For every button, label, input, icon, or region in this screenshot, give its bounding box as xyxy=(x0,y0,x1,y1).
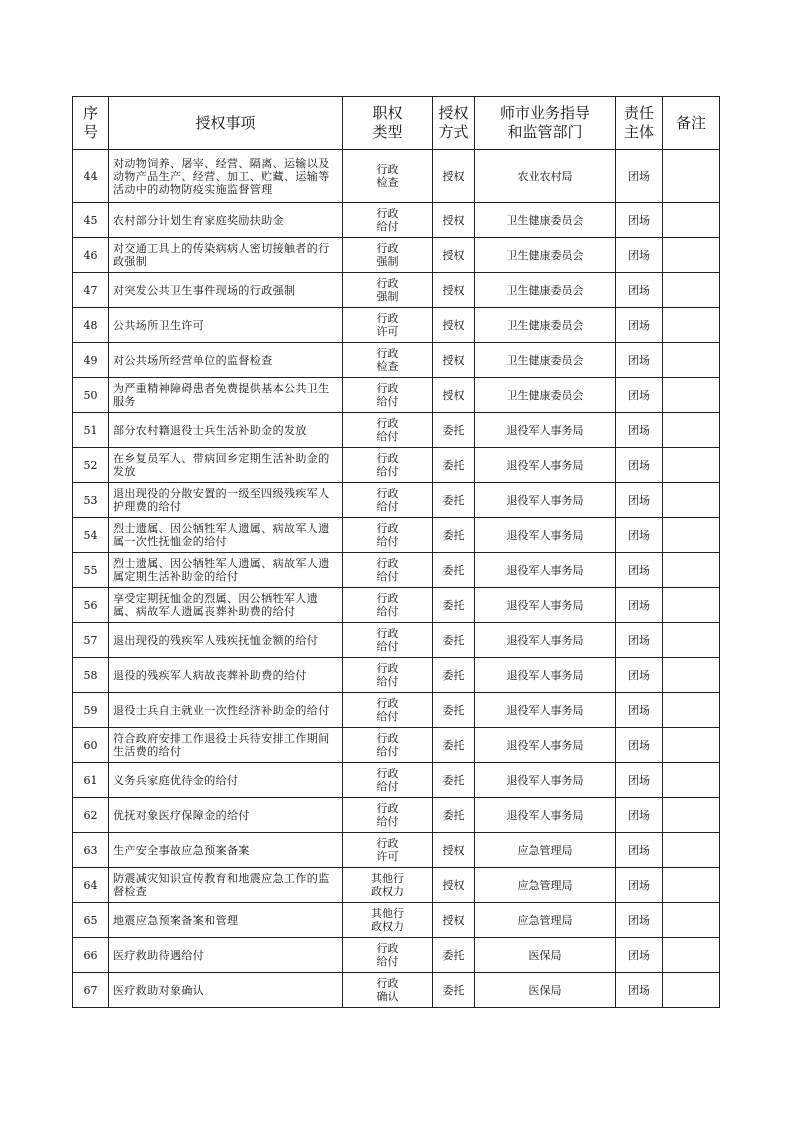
row-mode: 授权 xyxy=(433,203,475,238)
row-mode: 授权 xyxy=(433,273,475,308)
row-subject: 团场 xyxy=(616,763,663,798)
row-mode: 授权 xyxy=(433,150,475,203)
row-remark xyxy=(663,658,720,693)
table-row xyxy=(73,798,720,833)
row-type: 行政 给付 xyxy=(343,938,433,973)
row-remark xyxy=(663,308,720,343)
row-number: 64 xyxy=(73,868,109,903)
row-dept: 退役军人事务局 xyxy=(475,693,616,728)
row-type: 行政 给付 xyxy=(343,728,433,763)
header-type: 职权 类型 xyxy=(343,97,433,150)
row-subject: 团场 xyxy=(616,483,663,518)
table-row xyxy=(73,903,720,938)
row-item: 符合政府安排工作退役士兵待安排工作期间生活费的给付 xyxy=(109,728,343,763)
row-item: 退役士兵自主就业一次性经济补助金的给付 xyxy=(109,693,343,728)
row-remark xyxy=(663,203,720,238)
table-row xyxy=(73,623,720,658)
row-remark xyxy=(663,728,720,763)
row-mode: 委托 xyxy=(433,553,475,588)
table-row xyxy=(73,308,720,343)
row-subject: 团场 xyxy=(616,693,663,728)
row-subject: 团场 xyxy=(616,378,663,413)
row-remark xyxy=(663,273,720,308)
row-remark xyxy=(663,588,720,623)
row-item: 部分农村籍退役士兵生活补助金的发放 xyxy=(109,413,343,448)
row-dept: 退役军人事务局 xyxy=(475,763,616,798)
row-mode: 委托 xyxy=(433,973,475,1008)
table-row xyxy=(73,588,720,623)
row-remark xyxy=(663,378,720,413)
row-remark xyxy=(663,518,720,553)
row-dept: 卫生健康委员会 xyxy=(475,238,616,273)
row-number: 45 xyxy=(73,203,109,238)
row-type: 其他行 政权力 xyxy=(343,868,433,903)
row-mode: 授权 xyxy=(433,308,475,343)
row-item: 退役的残疾军人病故丧葬补助费的给付 xyxy=(109,658,343,693)
table-row xyxy=(73,413,720,448)
row-type: 行政 给付 xyxy=(343,378,433,413)
row-mode: 委托 xyxy=(433,728,475,763)
row-number: 65 xyxy=(73,903,109,938)
row-number: 57 xyxy=(73,623,109,658)
row-type: 行政 给付 xyxy=(343,658,433,693)
header-mode: 授权 方式 xyxy=(433,97,475,150)
row-remark xyxy=(663,973,720,1008)
row-dept: 应急管理局 xyxy=(475,903,616,938)
row-item: 医疗救助待遇给付 xyxy=(109,938,343,973)
row-dept: 退役军人事务局 xyxy=(475,623,616,658)
row-remark xyxy=(663,868,720,903)
row-type: 行政 给付 xyxy=(343,553,433,588)
table-row xyxy=(73,658,720,693)
row-subject: 团场 xyxy=(616,728,663,763)
row-dept: 退役军人事务局 xyxy=(475,413,616,448)
row-subject: 团场 xyxy=(616,938,663,973)
row-type: 行政 给付 xyxy=(343,448,433,483)
row-mode: 授权 xyxy=(433,868,475,903)
row-subject: 团场 xyxy=(616,518,663,553)
row-mode: 委托 xyxy=(433,658,475,693)
row-item: 烈士遗属、因公牺牲军人遗属、病故军人遗属一次性抚恤金的给付 xyxy=(109,518,343,553)
table-row xyxy=(73,238,720,273)
row-type: 行政 给付 xyxy=(343,763,433,798)
table-row xyxy=(73,483,720,518)
row-subject: 团场 xyxy=(616,833,663,868)
row-type: 行政 给付 xyxy=(343,203,433,238)
header-dept: 师市业务指导 和监管部门 xyxy=(475,97,616,150)
row-dept: 医保局 xyxy=(475,938,616,973)
row-mode: 委托 xyxy=(433,518,475,553)
row-mode: 授权 xyxy=(433,238,475,273)
row-number: 61 xyxy=(73,763,109,798)
row-remark xyxy=(663,448,720,483)
row-subject: 团场 xyxy=(616,623,663,658)
row-remark xyxy=(663,238,720,273)
row-item: 对动物饲养、屠宰、经营、隔离、运输以及动物产品生产、经营、加工、贮藏、运输等活动中的动物防疫实施监督管理 xyxy=(109,150,343,203)
row-subject: 团场 xyxy=(616,553,663,588)
row-item: 在乡复员军人、带病回乡定期生活补助金的发放 xyxy=(109,448,343,483)
row-mode: 授权 xyxy=(433,903,475,938)
row-mode: 委托 xyxy=(433,483,475,518)
row-item: 对公共场所经营单位的监督检查 xyxy=(109,343,343,378)
header-row xyxy=(73,97,720,150)
row-type: 行政 给付 xyxy=(343,588,433,623)
row-subject: 团场 xyxy=(616,343,663,378)
row-remark xyxy=(663,938,720,973)
row-remark xyxy=(663,798,720,833)
row-item: 对突发公共卫生事件现场的行政强制 xyxy=(109,273,343,308)
row-type: 行政 强制 xyxy=(343,273,433,308)
table-row xyxy=(73,273,720,308)
row-dept: 退役军人事务局 xyxy=(475,448,616,483)
row-subject: 团场 xyxy=(616,973,663,1008)
table-row xyxy=(73,973,720,1008)
row-number: 47 xyxy=(73,273,109,308)
row-type: 行政 确认 xyxy=(343,973,433,1008)
row-mode: 委托 xyxy=(433,413,475,448)
row-subject: 团场 xyxy=(616,413,663,448)
row-item: 优抚对象医疗保障金的给付 xyxy=(109,798,343,833)
row-dept: 退役军人事务局 xyxy=(475,798,616,833)
table-row xyxy=(73,448,720,483)
header-subject: 责任 主体 xyxy=(616,97,663,150)
row-item: 烈士遗属、因公牺牲军人遗属、病故军人遗属定期生活补助金的给付 xyxy=(109,553,343,588)
row-subject: 团场 xyxy=(616,588,663,623)
header-remark: 备注 xyxy=(663,97,720,150)
row-mode: 委托 xyxy=(433,798,475,833)
table-row xyxy=(73,868,720,903)
row-type: 行政 许可 xyxy=(343,833,433,868)
row-item: 义务兵家庭优待金的给付 xyxy=(109,763,343,798)
row-type: 行政 给付 xyxy=(343,693,433,728)
row-item: 退出现役的残疾军人残疾抚恤金额的给付 xyxy=(109,623,343,658)
row-remark xyxy=(663,483,720,518)
row-item: 防震减灾知识宣传教育和地震应急工作的监督检查 xyxy=(109,868,343,903)
row-number: 67 xyxy=(73,973,109,1008)
row-mode: 委托 xyxy=(433,588,475,623)
row-mode: 授权 xyxy=(433,343,475,378)
table-row xyxy=(73,378,720,413)
row-type: 行政 检查 xyxy=(343,343,433,378)
row-type: 行政 强制 xyxy=(343,238,433,273)
table-row xyxy=(73,518,720,553)
row-number: 56 xyxy=(73,588,109,623)
row-mode: 委托 xyxy=(433,938,475,973)
row-dept: 退役军人事务局 xyxy=(475,553,616,588)
row-number: 66 xyxy=(73,938,109,973)
row-type: 行政 给付 xyxy=(343,413,433,448)
row-type: 行政 给付 xyxy=(343,518,433,553)
row-type: 行政 给付 xyxy=(343,798,433,833)
row-subject: 团场 xyxy=(616,448,663,483)
row-dept: 卫生健康委员会 xyxy=(475,378,616,413)
row-dept: 卫生健康委员会 xyxy=(475,308,616,343)
table-row xyxy=(73,938,720,973)
row-dept: 退役军人事务局 xyxy=(475,518,616,553)
table-row xyxy=(73,343,720,378)
row-remark xyxy=(663,150,720,203)
row-number: 63 xyxy=(73,833,109,868)
row-number: 58 xyxy=(73,658,109,693)
row-item: 农村部分计划生育家庭奖励扶助金 xyxy=(109,203,343,238)
header-item: 授权事项 xyxy=(109,97,343,150)
row-number: 60 xyxy=(73,728,109,763)
row-subject: 团场 xyxy=(616,238,663,273)
row-subject: 团场 xyxy=(616,203,663,238)
row-number: 55 xyxy=(73,553,109,588)
row-dept: 应急管理局 xyxy=(475,868,616,903)
row-remark xyxy=(663,693,720,728)
row-mode: 委托 xyxy=(433,448,475,483)
row-mode: 委托 xyxy=(433,693,475,728)
row-number: 50 xyxy=(73,378,109,413)
row-dept: 医保局 xyxy=(475,973,616,1008)
row-remark xyxy=(663,833,720,868)
row-subject: 团场 xyxy=(616,868,663,903)
row-item: 为严重精神障碍患者免费提供基本公共卫生服务 xyxy=(109,378,343,413)
row-type: 行政 许可 xyxy=(343,308,433,343)
row-dept: 卫生健康委员会 xyxy=(475,343,616,378)
row-item: 享受定期抚恤金的烈属、因公牺牲军人遗属、病故军人遗属丧葬补助费的给付 xyxy=(109,588,343,623)
row-subject: 团场 xyxy=(616,798,663,833)
row-number: 53 xyxy=(73,483,109,518)
row-remark xyxy=(663,553,720,588)
row-type: 行政 给付 xyxy=(343,483,433,518)
table-row xyxy=(73,693,720,728)
row-number: 46 xyxy=(73,238,109,273)
row-remark xyxy=(663,343,720,378)
row-type: 行政 检查 xyxy=(343,150,433,203)
row-subject: 团场 xyxy=(616,150,663,203)
row-mode: 委托 xyxy=(433,763,475,798)
row-dept: 退役军人事务局 xyxy=(475,588,616,623)
row-mode: 授权 xyxy=(433,378,475,413)
table-row xyxy=(73,553,720,588)
row-remark xyxy=(663,763,720,798)
row-mode: 委托 xyxy=(433,623,475,658)
row-number: 59 xyxy=(73,693,109,728)
row-item: 医疗救助对象确认 xyxy=(109,973,343,1008)
row-remark xyxy=(663,623,720,658)
row-type: 其他行 政权力 xyxy=(343,903,433,938)
row-dept: 退役军人事务局 xyxy=(475,483,616,518)
row-subject: 团场 xyxy=(616,308,663,343)
row-number: 51 xyxy=(73,413,109,448)
row-subject: 团场 xyxy=(616,658,663,693)
row-item: 对交通工具上的传染病病人密切接触者的行政强制 xyxy=(109,238,343,273)
row-number: 62 xyxy=(73,798,109,833)
row-type: 行政 给付 xyxy=(343,623,433,658)
row-dept: 卫生健康委员会 xyxy=(475,203,616,238)
row-item: 公共场所卫生许可 xyxy=(109,308,343,343)
row-number: 49 xyxy=(73,343,109,378)
table-row xyxy=(73,728,720,763)
row-mode: 授权 xyxy=(433,833,475,868)
header-no: 序 号 xyxy=(73,97,109,150)
authorization-table xyxy=(72,96,720,1008)
table-row xyxy=(73,763,720,798)
row-item: 地震应急预案备案和管理 xyxy=(109,903,343,938)
row-remark xyxy=(663,413,720,448)
row-dept: 退役军人事务局 xyxy=(475,658,616,693)
table-row xyxy=(73,150,720,203)
row-remark xyxy=(663,903,720,938)
row-dept: 退役军人事务局 xyxy=(475,728,616,763)
row-number: 48 xyxy=(73,308,109,343)
row-item: 退出现役的分散安置的一级至四级残疾军人护理费的给付 xyxy=(109,483,343,518)
table-row xyxy=(73,833,720,868)
row-dept: 卫生健康委员会 xyxy=(475,273,616,308)
row-dept: 应急管理局 xyxy=(475,833,616,868)
row-item: 生产安全事故应急预案备案 xyxy=(109,833,343,868)
row-number: 44 xyxy=(73,150,109,203)
row-subject: 团场 xyxy=(616,903,663,938)
row-dept: 农业农村局 xyxy=(475,150,616,203)
row-number: 52 xyxy=(73,448,109,483)
row-number: 54 xyxy=(73,518,109,553)
row-subject: 团场 xyxy=(616,273,663,308)
table-row xyxy=(73,203,720,238)
